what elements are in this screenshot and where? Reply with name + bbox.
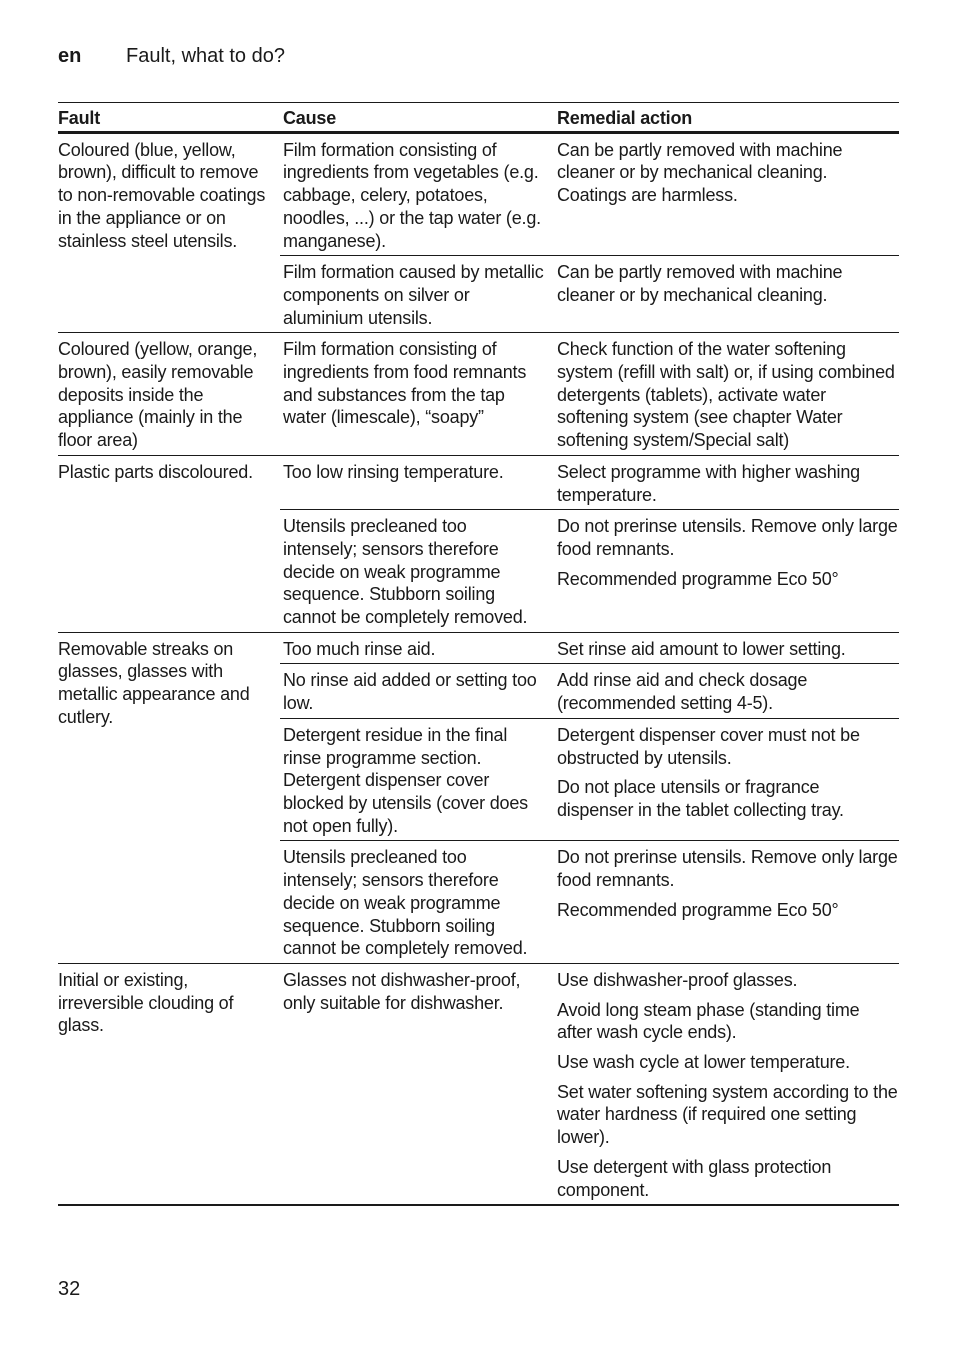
remedy-item: Use detergent with glass protection component. bbox=[557, 1156, 832, 1200]
table-row bbox=[58, 132, 899, 256]
remedy-item: Do not prerinse utensils. Remove only large food remnants. bbox=[557, 516, 898, 559]
cause-cell: Utensils precleaned too intensely; sensors therefore decide on weak programme sequence. Stubborn soiling cannot be completely removed. bbox=[280, 841, 554, 964]
remedy-cell bbox=[554, 256, 899, 333]
section-title: Fault, what to do? bbox=[126, 45, 285, 67]
fault-cell: Removable streaks on glasses, glasses with metallic appearance and cutlery. bbox=[58, 632, 280, 963]
fault-cell: Plastic parts discoloured. bbox=[58, 455, 280, 632]
table-header bbox=[58, 103, 899, 133]
remedy-cell bbox=[554, 718, 899, 841]
table-row bbox=[58, 632, 899, 664]
cause-cell: Film formation consisting of ingredients from food remnants and substances from the tap water (limescale), “soapy” bbox=[280, 333, 554, 456]
remedy-item: Set water softening system according to the water hardness (if required one setting lower). bbox=[557, 1081, 898, 1148]
remedy-item: Recommended programme Eco 50° bbox=[557, 568, 839, 589]
table-row bbox=[58, 333, 899, 456]
remedy-item: Avoid long steam phase (standing time after wash cycle ends). bbox=[557, 999, 860, 1043]
remedy-cell bbox=[554, 455, 899, 509]
fault-cell: Coloured (blue, yellow, brown), difficult to remove to non-removable coatings in the appliance or on stainless steel utensils. bbox=[58, 132, 280, 333]
remedy-item: Do not prerinse utensils. Remove only large food remnants. bbox=[557, 847, 898, 891]
remedy-item: Use dishwasher-proof glasses. bbox=[557, 969, 798, 990]
remedy-cell bbox=[554, 664, 899, 718]
fault-cell: Initial or existing, irreversible clouding of glass. bbox=[58, 963, 280, 1205]
column-header-cause: Cause bbox=[280, 103, 554, 133]
page-number: 32 bbox=[58, 1278, 81, 1300]
remedy-item: Set rinse aid amount to lower setting. bbox=[557, 638, 846, 659]
remedy-item: Add rinse aid and check dosage (recommended setting 4-5). bbox=[557, 670, 808, 714]
fault-table bbox=[58, 102, 899, 1206]
header-row bbox=[58, 103, 899, 133]
page-header bbox=[58, 45, 285, 68]
remedy-item: Use wash cycle at lower temperature. bbox=[557, 1052, 850, 1073]
cause-cell: Utensils precleaned too intensely; sensors therefore decide on weak programme sequence. Stubborn soiling cannot be completely removed. bbox=[280, 510, 554, 633]
remedy-item: Can be partly removed with machine cleaner or by mechanical cleaning. Coatings are harmless. bbox=[557, 139, 843, 206]
remedy-cell bbox=[554, 963, 899, 1205]
language-code: en bbox=[58, 45, 82, 67]
column-header-remedial-action: Remedial action bbox=[554, 103, 899, 133]
cause-cell: Too much rinse aid. bbox=[280, 632, 554, 664]
cause-cell: Glasses not dishwasher-proof, only suitable for dishwasher. bbox=[280, 963, 554, 1205]
remedy-item: Select programme with higher washing temperature. bbox=[557, 461, 860, 505]
remedy-cell bbox=[554, 333, 899, 456]
remedy-cell bbox=[554, 510, 899, 633]
column-header-fault: Fault bbox=[58, 103, 280, 133]
table-body bbox=[58, 132, 899, 1205]
remedy-item: Check function of the water softening system (refill with salt) or, if using combined detergents (tablets), activate water softening system (see chapter Water softening system/Special salt) bbox=[557, 339, 895, 451]
cause-cell: Too low rinsing temperature. bbox=[280, 455, 554, 509]
table-row bbox=[58, 963, 899, 1205]
remedy-cell bbox=[554, 132, 899, 256]
cause-cell: Detergent residue in the final rinse programme section. Detergent dispenser cover blocked by utensils (cover does not open fully). bbox=[280, 718, 554, 841]
remedy-cell bbox=[554, 632, 899, 664]
cause-cell: Film formation caused by metallic components on silver or aluminium utensils. bbox=[280, 256, 554, 333]
cause-cell: No rinse aid added or setting too low. bbox=[280, 664, 554, 718]
remedy-cell bbox=[554, 841, 899, 964]
remedy-item: Detergent dispenser cover must not be obstructed by utensils. bbox=[557, 724, 860, 768]
fault-cell: Coloured (yellow, orange, brown), easily removable deposits inside the appliance (mainly in the floor area) bbox=[58, 333, 280, 456]
remedy-item: Do not place utensils or fragrance dispenser in the tablet collecting tray. bbox=[557, 777, 844, 820]
table-row bbox=[58, 455, 899, 509]
remedy-item: Recommended programme Eco 50° bbox=[557, 899, 839, 920]
cause-cell: Film formation consisting of ingredients from vegetables (e.g. cabbage, celery, potatoes, noodles, ...) or the tap water (e.g. manganese). bbox=[280, 132, 554, 256]
remedy-item: Can be partly removed with machine cleaner or by mechanical cleaning. bbox=[557, 262, 843, 305]
